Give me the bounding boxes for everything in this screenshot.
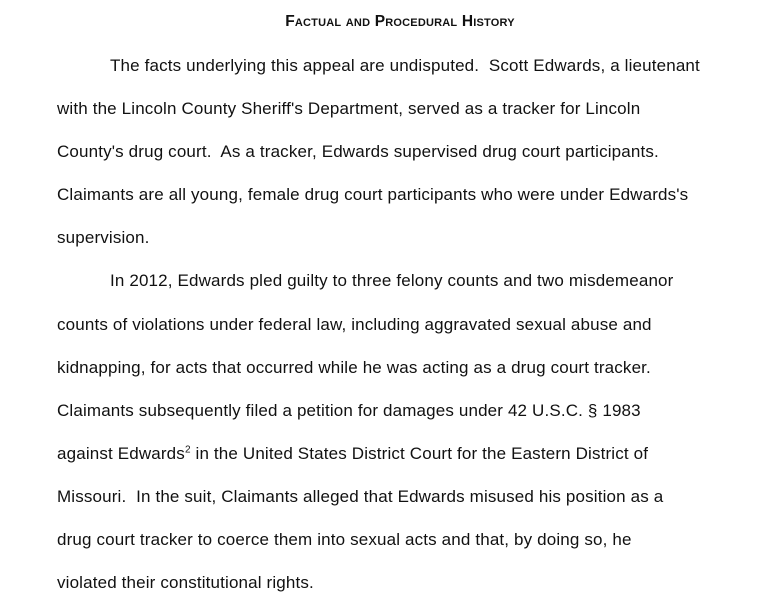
text-line: with the Lincoln County Sheriff's Department, served as a tracker for Lincoln [57, 99, 641, 118]
text-line [57, 443, 648, 465]
text-line: violated their constitutional rights. [57, 573, 314, 592]
text-line: The facts underlying this appeal are undisputed. Scott Edwards, a lieutenant [110, 56, 700, 75]
text-line: Missouri. In the suit, Claimants alleged that Edwards misused his position as a [57, 487, 664, 506]
text-line: Claimants subsequently filed a petition for damages under 42 U.S.C. § 1983 [57, 401, 641, 420]
text-line: County's drug court. As a tracker, Edwards supervised drug court participants. [57, 142, 659, 161]
text-line: drug court tracker to coerce them into sexual acts and that, by doing so, he [57, 530, 632, 549]
text-segment: in the United States District Court for the Eastern District of [190, 444, 649, 463]
footnote-marker[interactable]: 2 [184, 444, 191, 456]
text-line: supervision. [57, 228, 150, 247]
text-line: kidnapping, for acts that occurred while he was acting as a drug court tracker. [57, 358, 651, 377]
text-line: Claimants are all young, female drug court participants who were under Edwards's [57, 185, 689, 204]
text-line: In 2012, Edwards pled guilty to three felony counts and two misdemeanor [110, 271, 674, 290]
text-line: counts of violations under federal law, including aggravated sexual abuse and [57, 315, 652, 334]
text-segment: against Edwards [57, 444, 185, 463]
section-heading: Factual and Procedural History [285, 13, 515, 30]
